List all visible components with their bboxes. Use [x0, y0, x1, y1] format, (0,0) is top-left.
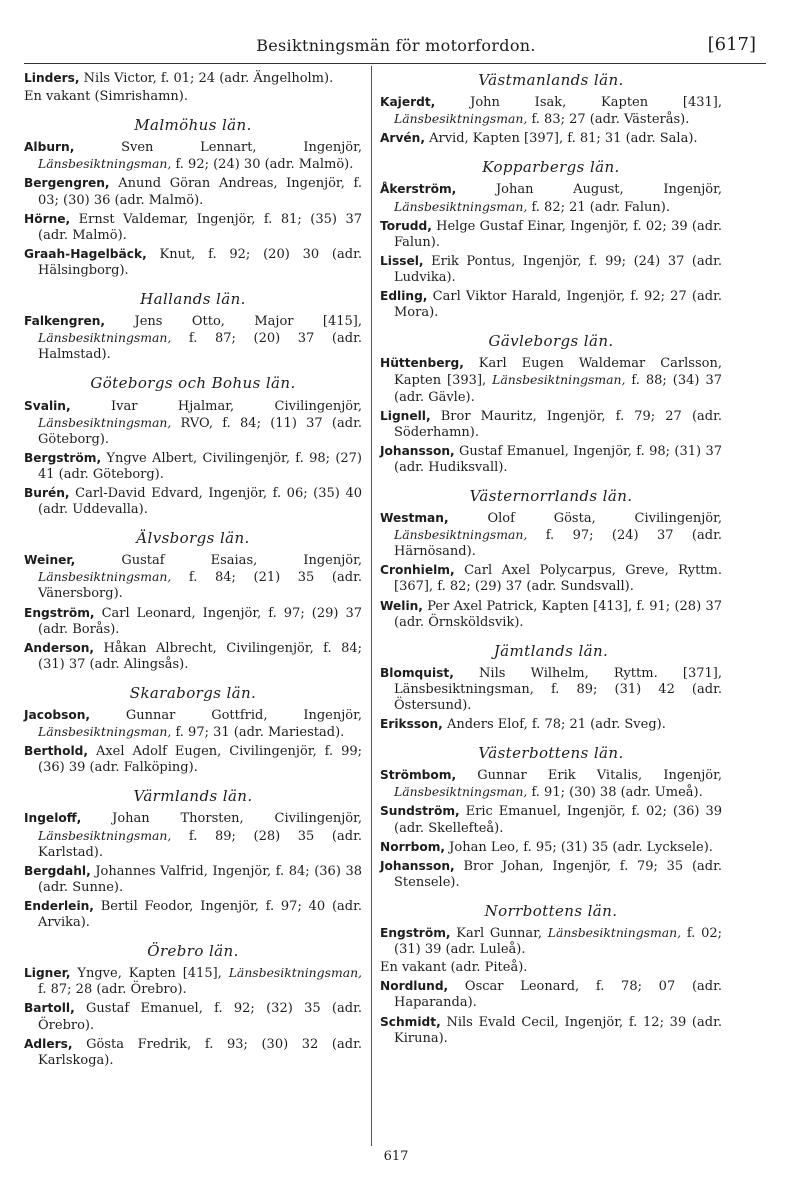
entry-text: Gustaf Esaias, Ingenjör,	[121, 553, 362, 569]
entry-name: Enderlein,	[24, 898, 94, 913]
entry-title-italic: Länsbesiktningsman,	[394, 111, 528, 127]
entry-title-italic: Länsbesiktningsman,	[38, 156, 172, 172]
entry-title-italic: Länsbesiktningsman,	[228, 965, 362, 981]
entry-name: Bergengren,	[24, 176, 110, 191]
entry-text: Johan August, Ingenjör,	[495, 182, 723, 198]
directory-entry	[380, 181, 722, 215]
directory-entry	[24, 863, 362, 896]
entry-name: Welin,	[380, 598, 423, 613]
directory-entry	[380, 960, 722, 976]
entry-text: Carl Viktor Harald, Ingenjör, f. 92; 27 (adr. Mora).	[394, 289, 722, 321]
directory-entry	[380, 1014, 722, 1047]
entry-text: Bror Mauritz, Ingenjör, f. 79; 27 (adr. Söderhamn).	[394, 408, 723, 440]
directory-entry	[380, 355, 722, 405]
entry-details: f. 02; (31) 39 (adr. Luleå).	[394, 926, 722, 958]
entry-name: Engström,	[380, 926, 451, 941]
entry-text: Carl Leonard, Ingenjör, f. 97; (29) 37 (adr. Borås).	[38, 605, 363, 637]
entry-details: f. 92; (24) 30 (adr. Malmö).	[175, 157, 354, 173]
directory-entry	[24, 175, 362, 208]
county-heading: Norrbottens län.	[484, 901, 618, 920]
entry-details: f. 87; 28 (adr. Örebro).	[38, 982, 187, 998]
entry-name: Ligner,	[24, 966, 71, 981]
entry-name: Hüttenberg,	[380, 356, 464, 371]
directory-entry	[380, 408, 722, 441]
directory-entry	[24, 640, 362, 673]
entry-name: Ingeloff,	[24, 811, 82, 826]
directory-entry	[24, 398, 362, 448]
entry-name: Alburn,	[24, 140, 75, 155]
entry-details: f. 83; 27 (adr. Västerås).	[531, 112, 690, 128]
entry-details: f. 91; (30) 38 (adr. Umeå).	[531, 785, 703, 801]
directory-entry	[380, 858, 722, 891]
entry-title-italic: Länsbesiktningsman,	[492, 372, 626, 388]
entry-title-italic: Länsbesiktningsman,	[38, 330, 172, 346]
county-heading: Västerbottens län.	[478, 744, 624, 763]
entry-title-italic: Länsbesiktningsman,	[394, 198, 528, 214]
entry-text: Nils Victor, f. 01; 24 (adr. Ängelholm).	[83, 71, 334, 86]
county-heading: Västmanlands län.	[478, 71, 624, 89]
entry-text: Nils Wilhelm, Ryttm. [371], Länsbesiktningsman, f. 89; (31) 42 (adr. Östersund).	[394, 665, 722, 713]
entry-text: Olof Gösta, Civilingenjör,	[487, 511, 722, 527]
entry-details: f. 97; 31 (adr. Mariestad).	[175, 725, 345, 741]
entry-name: Schmidt,	[380, 1014, 441, 1029]
directory-entry	[24, 70, 362, 87]
entry-text: Gösta Fredrik, f. 93; (30) 32 (adr. Karlskoga).	[38, 1036, 362, 1068]
right-column	[380, 70, 722, 1047]
entry-details: f. 97; (24) 37 (adr. Härnösand).	[394, 528, 722, 560]
directory-entry	[380, 94, 722, 128]
directory-entry	[24, 810, 362, 860]
entry-text: Jens Otto, Major [415],	[134, 314, 362, 330]
entry-title-italic: Länsbesiktningsman,	[38, 724, 172, 740]
directory-entry	[24, 743, 362, 776]
directory-entry	[380, 716, 722, 733]
directory-entry	[24, 246, 362, 279]
county-heading: Västernorrlands län.	[469, 486, 633, 505]
entry-name: Norrbom,	[380, 839, 446, 854]
entry-name: Engström,	[24, 605, 95, 620]
county-heading: Värmlands län.	[133, 787, 253, 806]
directory-entry	[380, 288, 722, 321]
directory-entry	[380, 253, 722, 286]
entry-text: Oscar Leonard, f. 78; 07 (adr. Haparanda).	[394, 979, 722, 1011]
entry-text: Anund Göran Andreas, Ingenjör, f. 03; (30) 36 (adr. Malmö).	[38, 176, 362, 208]
entry-name: Burén,	[24, 485, 70, 500]
directory-entry	[24, 211, 362, 244]
entry-text: Karl Eugen Waldemar Carlsson, Kapten [393],	[394, 356, 722, 389]
directory-entry	[24, 450, 362, 483]
directory-entry	[380, 767, 722, 801]
county-heading: Göteborgs och Bohus län.	[90, 374, 296, 393]
entry-name: Arvén,	[380, 131, 425, 146]
entry-details: f. 88; (34) 37 (adr. Gävle).	[394, 373, 722, 405]
entry-details: RVO, f. 84; (11) 37 (adr. Göteborg).	[38, 415, 362, 447]
entry-text: Anders Elof, f. 78; 21 (adr. Sveg).	[446, 717, 666, 733]
entry-name: Johansson,	[380, 443, 455, 458]
entry-name: Svalin,	[24, 398, 71, 413]
directory-entry	[24, 313, 362, 363]
directory-entry	[380, 218, 722, 251]
directory-entry	[380, 130, 722, 147]
directory-entry	[24, 707, 362, 741]
county-heading: Jämtlands län.	[493, 641, 609, 660]
directory-entry	[380, 510, 722, 560]
entry-text: Arvid, Kapten [397], f. 81; 31 (adr. Sala).	[429, 131, 698, 147]
entry-name: Graah-Hagelbäck,	[24, 246, 147, 261]
entry-name: Kajerdt,	[380, 95, 436, 110]
entry-details: f. 84; (21) 35 (adr. Vänersborg).	[38, 570, 362, 602]
entry-name: Bergström,	[24, 450, 102, 465]
entry-text: Knut, f. 92; (20) 30 (adr. Hälsingborg).	[38, 246, 362, 278]
entry-text: Gunnar Gottfrid, Ingenjör,	[125, 708, 363, 723]
directory-entry	[24, 1000, 362, 1033]
entry-text: Johannes Valfrid, Ingenjör, f. 84; (36) 38 (adr. Sunne).	[38, 863, 363, 895]
entry-name: Bartoll,	[24, 1001, 75, 1016]
entry-title-italic: Länsbesiktningsman,	[38, 414, 172, 430]
entry-name: Berthold,	[24, 744, 88, 759]
entry-name: Cronhielm,	[380, 563, 455, 578]
entry-name: Weiner,	[24, 553, 76, 568]
entry-name: Strömbom,	[380, 768, 457, 783]
entry-name: Torudd,	[380, 218, 432, 233]
directory-entry	[24, 965, 362, 998]
entry-name: Edling,	[380, 289, 428, 304]
directory-entry	[24, 552, 362, 602]
directory-entry	[24, 1036, 362, 1069]
page-header-number: [617]	[707, 34, 756, 55]
county-heading: Örebro län.	[147, 942, 239, 961]
entry-text: Bertil Feodor, Ingenjör, f. 97; 40 (adr. Arvika).	[38, 898, 363, 931]
entry-title-italic: Länsbesiktningsman,	[394, 784, 528, 800]
entry-text: Yngve, Kapten [415],	[77, 966, 222, 982]
entry-text: Håkan Albrecht, Civilingenjör, f. 84; (31) 37 (adr. Alingsås).	[38, 640, 363, 672]
directory-entry	[380, 803, 722, 836]
directory-entry	[24, 605, 362, 638]
entry-text: Johan Leo, f. 95; (31) 35 (adr. Lycksele).	[449, 839, 713, 855]
county-heading: Gävleborgs län.	[488, 332, 614, 351]
entry-text: Bror Johan, Ingenjör, f. 79; 35 (adr. Stensele).	[394, 858, 723, 890]
directory-entry	[380, 562, 722, 595]
entry-name: Nordlund,	[380, 979, 449, 994]
entry-name: Lignell,	[380, 408, 431, 423]
page-footer-number: 617	[383, 1149, 409, 1164]
directory-entry	[24, 485, 362, 518]
entry-text: Axel Adolf Eugen, Civilingenjör, f. 99; (36) 39 (adr. Falköping).	[38, 744, 362, 776]
page-header-title: Besiktningsmän för motorfordon.	[256, 36, 536, 55]
entry-name: Linders,	[24, 71, 80, 85]
entry-text: John Isak, Kapten [431],	[470, 95, 722, 111]
entry-text: Ernst Valdemar, Ingenjör, f. 81; (35) 37 (adr. Malmö).	[38, 211, 362, 243]
entry-details: f. 82; 21 (adr. Falun).	[531, 199, 670, 215]
entry-text: Sven Lennart, Ingenjör,	[121, 140, 362, 156]
entry-text: Carl-David Edvard, Ingenjör, f. 06; (35) 40 (adr. Uddevalla).	[38, 485, 362, 518]
directory-entry	[24, 89, 362, 105]
directory-entry	[380, 665, 722, 714]
entry-name: Jacobson,	[24, 708, 91, 722]
county-heading: Kopparbergs län.	[482, 158, 620, 177]
entry-text: Yngve Albert, Civilingenjör, f. 98; (27) 41 (adr. Göteborg).	[38, 450, 362, 482]
entry-text: Helge Gustaf Einar, Ingenjör, f. 02; 39 (adr. Falun).	[394, 218, 722, 250]
directory-entry	[24, 898, 362, 931]
directory-entry	[24, 139, 362, 173]
entry-name: Lissel,	[380, 253, 424, 268]
entry-text: Karl Gunnar,	[456, 926, 543, 942]
directory-entry	[380, 598, 722, 631]
entry-name: Anderson,	[24, 640, 95, 655]
entry-text: En vakant (adr. Piteå).	[380, 960, 528, 976]
county-heading: Malmöhus län.	[134, 116, 252, 135]
entry-text: Gustaf Emanuel, Ingenjör, f. 98; (31) 37 (adr. Hudiksvall).	[394, 443, 722, 475]
directory-entry	[380, 925, 722, 958]
entry-name: Eriksson,	[380, 717, 443, 732]
entry-text: Gunnar Erik Vitalis, Ingenjör,	[477, 768, 723, 784]
entry-name: Westman,	[380, 511, 449, 526]
entry-name: Bergdahl,	[24, 863, 91, 878]
entry-text: En vakant (Simrishamn).	[24, 89, 188, 105]
entry-name: Sundström,	[380, 804, 460, 819]
directory-entry	[380, 443, 722, 476]
directory-entry	[380, 839, 722, 856]
entry-name: Hörne,	[24, 211, 71, 226]
entry-title-italic: Länsbesiktningsman,	[38, 827, 172, 843]
entry-text: Carl Axel Polycarpus, Greve, Ryttm. [367], f. 82; (29) 37 (adr. Sundsvall).	[394, 563, 722, 595]
entry-title-italic: Länsbesiktningsman,	[547, 925, 682, 941]
entry-title-italic: Länsbesiktningsman,	[38, 569, 172, 585]
entry-name: Blomquist,	[380, 665, 454, 680]
entry-text: Nils Evald Cecil, Ingenjör, f. 12; 39 (adr. Kiruna).	[394, 1014, 722, 1046]
directory-entry	[380, 978, 722, 1011]
column-divider	[371, 66, 372, 1146]
entry-text: Per Axel Patrick, Kapten [413], f. 91; (28) 37 (adr. Örnsköldsvik).	[394, 598, 723, 630]
entry-text: Johan Thorsten, Civilingenjör,	[112, 811, 362, 827]
county-heading: Älvsborgs län.	[136, 529, 250, 548]
entry-details: f. 87; (20) 37 (adr. Halmstad).	[38, 331, 362, 363]
entry-name: Adlers,	[24, 1036, 73, 1051]
entry-name: Falkengren,	[24, 314, 106, 329]
entry-text: Ivar Hjalmar, Civilingenjör,	[111, 398, 362, 414]
entry-details: f. 89; (28) 35 (adr. Karlstad).	[38, 828, 362, 860]
county-heading: Skaraborgs län.	[129, 683, 257, 702]
header-rule	[24, 63, 766, 64]
entry-text: Gustaf Emanuel, f. 92; (32) 35 (adr. Örebro).	[38, 1001, 362, 1033]
entry-title-italic: Länsbesiktningsman,	[394, 527, 528, 543]
county-heading: Hallands län.	[140, 290, 246, 309]
entry-name: Johansson,	[380, 858, 455, 873]
entry-name: Åkerström,	[380, 182, 457, 197]
entry-text: Erik Pontus, Ingenjör, f. 99; (24) 37 (adr. Ludvika).	[394, 253, 722, 285]
entry-text: Eric Emanuel, Ingenjör, f. 02; (36) 39 (adr. Skellefteå).	[394, 804, 722, 836]
left-column	[24, 70, 362, 1069]
